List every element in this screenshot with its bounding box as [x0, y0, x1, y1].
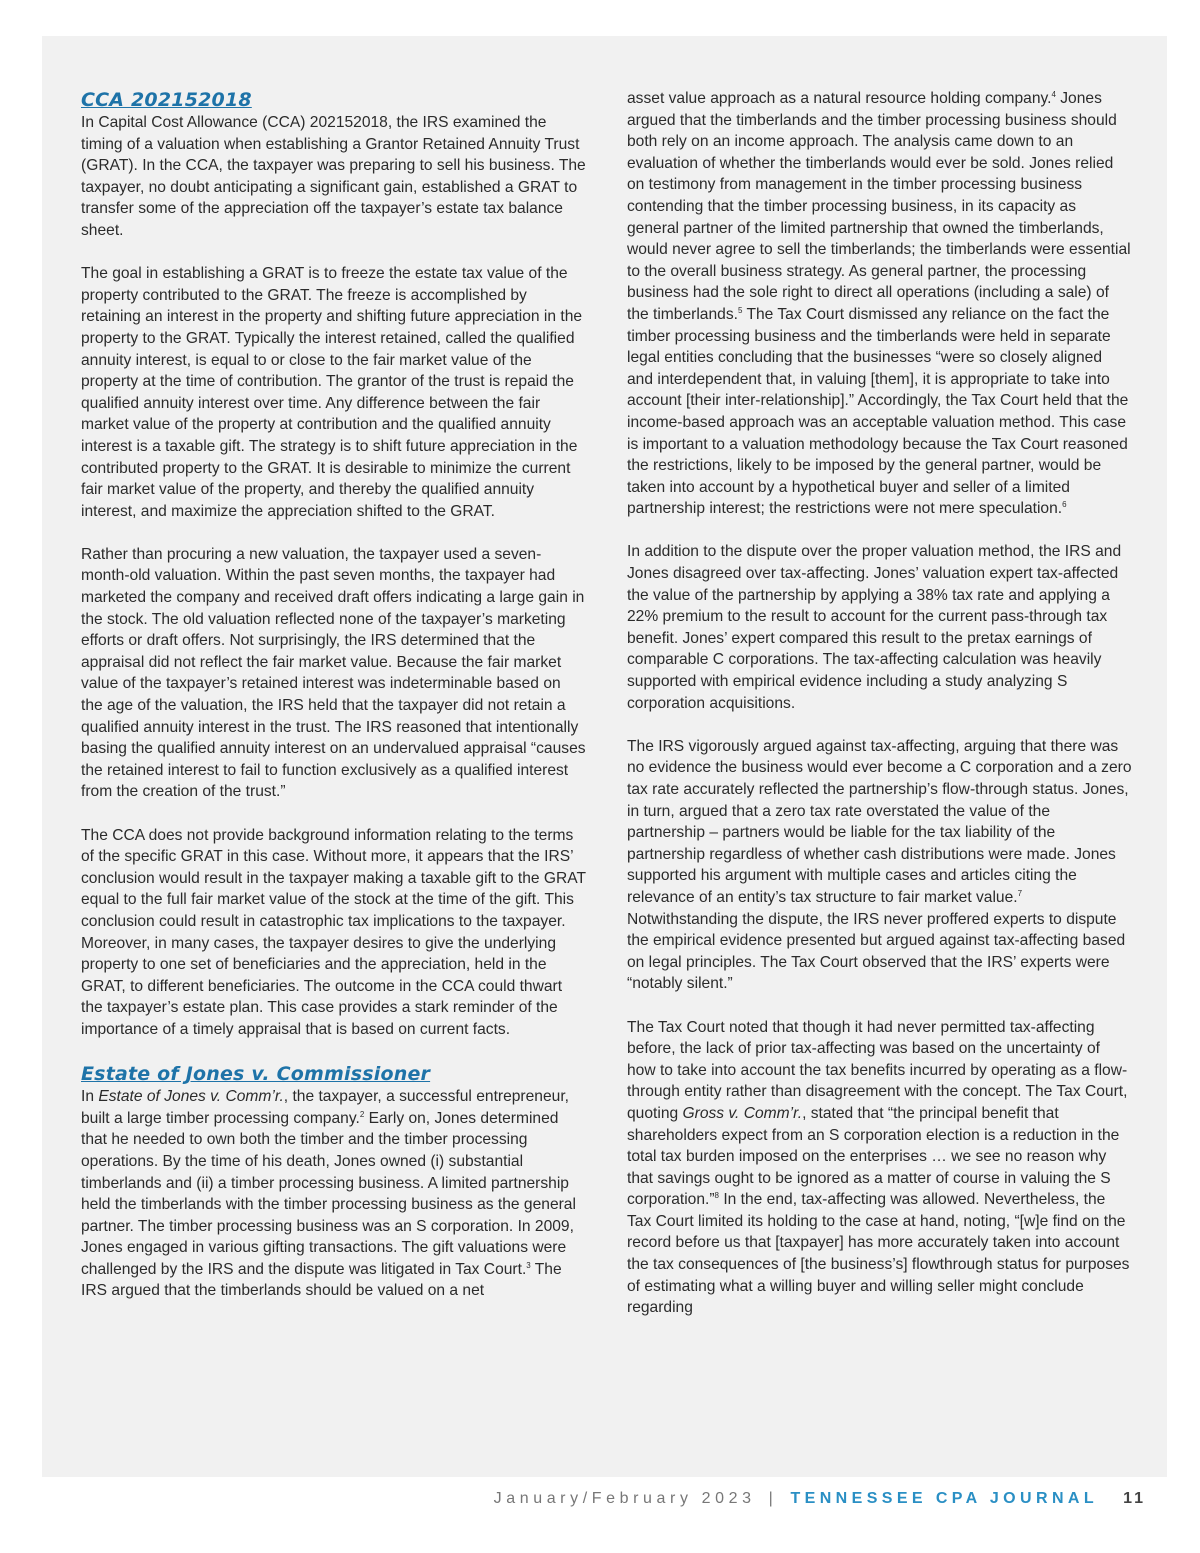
case-name: Gross v. Comm’r.	[682, 1104, 803, 1122]
paragraph	[627, 88, 1132, 520]
text-span: Notwithstanding the dispute, the IRS never proffered experts to dispute the empirical evidence presented but argued against tax-affecting based on legal principles. The Tax Court observed that the IRS’ experts were “notably silent.”	[627, 910, 1126, 993]
text-span: Jones argued that the timberlands and the timber processing business should both rely on an income approach. The analysis came down to an evaluation of whether the timberlands would ever be sold. Jones relied on testimony from management in the timber processing business contending that the timber processing business, in its capacity as general partner of the limited partnership that owned the timberlands, would never agree to sell the timberlands; the timberlands were essential to the overall business strategy. As general partner, the processing business had the sole right to direct all operations (including a sale) of the timberlands.	[627, 90, 1131, 323]
journal-name: TENNESSEE CPA JOURNAL	[790, 1490, 1099, 1507]
page-number: 11	[1123, 1490, 1146, 1507]
text-span: In	[81, 1088, 99, 1106]
paragraph: In addition to the dispute over the proper valuation method, the IRS and Jones disagreed over tax-affecting. Jones’ valuation expert tax-affected the value of the partnership by applying a 38% tax rate and applying a 22% premium to the result to account for the current pass-through tax benefit. Jones’ expert compared this result to the pretax earnings of comparable C corporations. The tax-affecting calculation was heavily supported with empirical evidence including a study analyzing S corporation acquisitions.	[627, 543, 1122, 712]
paragraph: Rather than procuring a new valuation, the taxpayer used a seven-month-old valuation. Within the past seven months, the taxpayer had marketed the company and received draft offers indicating a large gain in the stock. The old valuation reflected none of the taxpayer’s marketing efforts or draft offers. Not surprisingly, the IRS determined that the appraisal did not reflect the fair market value. Because the fair market value of the taxpayer’s retained interest was indeterminable based on the age of the valuation, the IRS held that the taxpayer did not retain a qualified annuity interest in the trust. The IRS reasoned that intentionally basing the qualified annuity interest on an undervalued appraisal “causes the retained interest to fail to function exclusively as a qualified interest from the creation of the trust.”	[81, 545, 586, 801]
text-span: The Tax Court noted that though it had never permitted tax-affecting before, the lack of prior tax-affecting was based on the uncertainty of how to take into account the tax benefits incurred by operating as a flow-through entity rather than disagreement with the concept. The Tax Court, quoting	[627, 1018, 1128, 1122]
footnote-marker: 5	[737, 305, 743, 315]
paragraph	[81, 1086, 586, 1302]
footnote-marker: 8	[714, 1191, 719, 1201]
footnote-marker: 7	[1017, 888, 1023, 898]
text-span: The Tax Court dismissed any reliance on the fact the timber processing business and the timberlands were held in separate legal entities concluding that the businesses “were so closely aligned and interdependent that, in valuing [them], it is appropriate to take into account [their inter-relationship].” Accordingly, the Tax Court held that the income-based approach was an acceptable valuation method. This case is important to a valuation methodology because the Tax Court reasoned the restrictions, likely to be imposed by the general partner, would be taken into account by a hypothetical buyer and seller of a limited partnership interest; the restrictions were not mere speculation.	[627, 305, 1129, 518]
section-heading-jones: Estate of Jones v. Commissioner	[81, 1063, 431, 1086]
footnote-marker: 3	[526, 1260, 531, 1270]
right-column	[627, 88, 1132, 1340]
issue-date: January/February 2023	[493, 1490, 756, 1507]
text-span: , stated that “the principal benefit that shareholders expect from an S corporation election is a reduction in the total tax burden imposed on the enterprises … we see no reason why that savings ought to be ignored as a matter of course in valuing the S corporation.”	[627, 1104, 1120, 1209]
text-span: The IRS vigorously argued against tax-affecting, arguing that there was no evidence the business would ever become a C corporation and a zero tax rate accurately reflected the partnership’s flow-through status. Jones, in turn, argued that a zero tax rate overstated the value of the partnership – partners would be liable for the tax liability of the partnership regardless of whether cash distributions were made. Jones supported his argument with multiple cases and articles citing the relevance of an entity’s tax structure to fair market value.	[627, 737, 1132, 906]
left-column	[81, 88, 586, 1324]
text-span: In the end, tax-affecting was allowed. Nevertheless, the Tax Court limited its holding to the case at hand, noting, “[w]e find on the record before us that [taxpayer] has more accurately taken into account the tax consequences of [the business’s] flowthrough status for purposes of estimating what a willing buyer and willing seller might conclude regarding	[627, 1191, 1130, 1317]
footer-separator: |	[768, 1490, 778, 1507]
text-span: The IRS argued that the timberlands should be valued on a net	[81, 1260, 562, 1300]
footnote-marker: 4	[1051, 89, 1056, 99]
text-span: , the taxpayer, a successful entrepreneur, built a large timber processing company.	[81, 1088, 569, 1127]
text-span: asset value approach as a natural resource holding company.	[627, 90, 1052, 107]
footnote-marker: 2	[359, 1109, 365, 1119]
paragraph: The goal in establishing a GRAT is to freeze the estate tax value of the property contributed to the GRAT. The freeze is accomplished by retaining an interest in the property and shifting future appreciation in the property to the GRAT. Typically the interest retained, called the qualified annuity interest, is equal to or close to the fair market value of the property at the time of contribution. The grantor of the trust is repaid the qualified annuity interest over time. Any difference between the fair market value of the property at contribution and the qualified annuity interest is a taxable gift. The strategy is to shift future appreciation in the contributed property to the GRAT. It is desirable to minimize the current fair market value of the property, and thereby the qualified annuity interest, and maximize the appreciation shifted to the GRAT.	[81, 265, 583, 520]
section-heading-cca: CCA 202152018	[81, 89, 252, 111]
paragraph	[627, 1017, 1132, 1319]
footnote-marker: 6	[1062, 500, 1067, 510]
case-name: Estate of Jones v. Comm’r.	[98, 1088, 284, 1106]
paragraph: The CCA does not provide background information relating to the terms of the specific GRAT in this case. Without more, it appears that the IRS’ conclusion would result in the taxpayer making a taxable gift to the GRAT equal to the full fair market value of the stock at the time of the gift. This conclusion could result in catastrophic tax implications to the taxpayer. Moreover, in many cases, the taxpayer desires to give the underlying property to one set of beneficiaries and the appreciation, held in the GRAT, to different beneficiaries. The outcome in the CCA could thwart the taxpayer’s estate plan. This case provides a stark reminder of the importance of a timely appraisal that is based on current facts.	[81, 826, 586, 1038]
paragraph	[627, 736, 1132, 995]
text-span: Early on, Jones determined that he needed to own both the timber and the timber processing operations. By the time of his death, Jones owned (i) substantial timberlands and (ii) a timber processing business. A limited partnership held the timberlands with the timber processing business as the general partner. The timber processing business was an S corporation. In 2009, Jones engaged in various gifting transactions. The gift valuations were challenged by the IRS and the dispute was litigated in Tax Court.	[81, 1109, 576, 1278]
page-footer	[494, 1490, 1146, 1508]
paragraph: In Capital Cost Allowance (CCA) 202152018, the IRS examined the timing of a valuation when establishing a Grantor Retained Annuity Trust (GRAT). In the CCA, the taxpayer was preparing to sell his business. The taxpayer, no doubt anticipating a significant gain, established a GRAT to transfer some of the appreciation off the taxpayer’s estate tax balance sheet.	[81, 114, 586, 239]
